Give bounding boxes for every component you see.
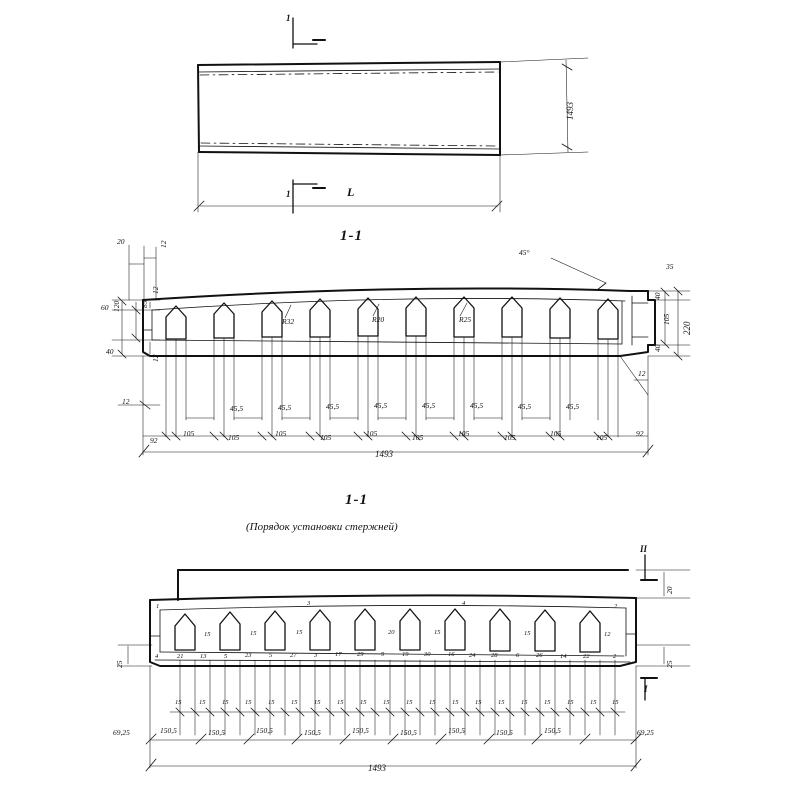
bar-row-5: 5 <box>269 652 273 659</box>
bar-upper-1: 15 <box>204 631 211 638</box>
bar-row-6: 27 <box>290 652 297 659</box>
bar-row-15: 28 <box>491 652 498 659</box>
bar-row-10: 9 <box>381 651 385 658</box>
dim-12-topleft: 12 <box>159 240 168 248</box>
tick-dim-16: 15 <box>544 699 551 706</box>
rib-dim-1: 45,5 <box>230 404 244 413</box>
rib-dim-4: 45,5 <box>374 401 388 410</box>
base-dim-10: 105 <box>596 433 608 442</box>
base-dim-6: 105 <box>412 433 424 442</box>
bar-num-top-1: 1 <box>156 603 160 610</box>
bar-row-16: 6 <box>516 652 520 659</box>
tick-dim-3: 15 <box>245 699 252 706</box>
section-1-1-upper <box>112 245 690 457</box>
base-dim-4: 105 <box>320 433 332 442</box>
base-dim-8: 105 <box>504 433 516 442</box>
bar-upper-2: 15 <box>250 630 257 637</box>
dim-220: 220 <box>682 321 692 335</box>
radius-r32: R32 <box>282 317 295 326</box>
tick-dim-18: 15 <box>590 699 597 706</box>
plan-width-dim: 1493 <box>565 102 575 120</box>
dim-12-left-b: 12 <box>151 354 160 362</box>
base-dim-3: 105 <box>275 429 287 438</box>
bar-row-7: 3 <box>314 652 318 659</box>
lower-base-dim-3: 150,5 <box>256 726 273 735</box>
section-1-1-lower <box>115 555 690 771</box>
bar-row-2: 13 <box>200 653 207 660</box>
lower-base-dim-0: 69,25 <box>113 728 130 737</box>
dim-12-right: 12 <box>638 369 646 378</box>
bar-row-8: 17 <box>335 651 342 658</box>
tick-dim-0: 15 <box>175 699 182 706</box>
section-1-1-lower-title: 1-1 <box>345 492 368 508</box>
plan-length-label: L <box>347 185 355 199</box>
mark-II: II <box>640 544 648 554</box>
lower-base-dim-7: 150,5 <box>448 726 465 735</box>
tick-dim-2: 15 <box>222 699 229 706</box>
bar-num-top-2: 2 <box>614 603 618 610</box>
dim-35: 35 <box>666 262 674 271</box>
tick-dim-12: 15 <box>452 699 459 706</box>
plan-section-mark-top: 1 <box>286 13 291 23</box>
tick-dim-10: 15 <box>406 699 413 706</box>
bar-row-18: 14 <box>560 653 567 660</box>
section-a-overall: 1493 <box>375 449 393 459</box>
bar-upper-4: 20 <box>388 629 395 636</box>
bar-row-12: 30 <box>424 651 431 658</box>
lower-left-dim-25: 25 <box>115 660 124 668</box>
tick-dim-19: 15 <box>612 699 619 706</box>
base-dim-7: 105 <box>458 429 470 438</box>
bar-row-1: 21 <box>177 653 184 660</box>
rib-dim-2: 45,5 <box>278 403 292 412</box>
bar-row-19: 22 <box>583 653 590 660</box>
rib-dim-5: 45,5 <box>422 401 436 410</box>
angle-45: 45° <box>519 248 530 257</box>
bar-upper-3: 15 <box>296 629 303 636</box>
bar-row-11: 19 <box>402 651 409 658</box>
bar-upper-5: 15 <box>434 629 441 636</box>
base-dim-5: 105 <box>366 429 378 438</box>
plan-view <box>194 18 588 213</box>
bar-row-0: 4 <box>155 653 159 660</box>
tick-dim-5: 15 <box>291 699 298 706</box>
tick-dim-7: 15 <box>337 699 344 706</box>
lower-base-dim-4: 150,5 <box>304 728 321 737</box>
bar-row-20: 2 <box>613 653 617 660</box>
dim-120: 120 <box>112 300 121 312</box>
dim-20: 20 <box>117 237 125 246</box>
tick-dim-1: 15 <box>199 699 206 706</box>
base-dim-9: 105 <box>550 429 562 438</box>
lower-right-dim-20: 20 <box>665 586 674 594</box>
radius-r25: R25 <box>459 315 472 324</box>
lower-base-dim-6: 150,5 <box>400 728 417 737</box>
lower-base-dim-1: 150,5 <box>160 726 177 735</box>
tick-dim-6: 15 <box>314 699 321 706</box>
lower-base-dim-5: 150,5 <box>352 726 369 735</box>
bar-row-4: 23 <box>245 652 252 659</box>
base-dim-2: 105 <box>228 433 240 442</box>
lower-base-dim-8: 150,5 <box>496 728 513 737</box>
section-1-1-title: 1-1 <box>340 228 363 244</box>
lower-base-dim-9: 150,5 <box>544 726 561 735</box>
tick-dim-8: 15 <box>360 699 367 706</box>
base-dim-0: 92 <box>150 436 158 445</box>
bar-num-top-4: 4 <box>462 600 466 607</box>
section-1-1-lower-subtitle: (Порядок установки стержней) <box>246 521 398 533</box>
bar-num-top-3: 3 <box>307 600 311 607</box>
tick-dim-15: 15 <box>521 699 528 706</box>
tick-dim-13: 15 <box>475 699 482 706</box>
lower-base-dim-10: 69,25 <box>637 728 654 737</box>
dim-105-right: 105 <box>662 313 671 325</box>
tick-dim-11: 15 <box>429 699 436 706</box>
dim-40-right-b: 40 <box>653 344 662 352</box>
base-dim-11: 92 <box>636 429 644 438</box>
rib-dim-8: 45,5 <box>566 402 580 411</box>
rib-dim-7: 45,5 <box>518 402 532 411</box>
dim-60: 60 <box>101 303 109 312</box>
plan-section-mark-bottom: 1 <box>286 189 291 199</box>
base-dim-1: 105 <box>183 429 195 438</box>
dim-40: 40 <box>106 347 114 356</box>
bar-row-17: 26 <box>536 652 543 659</box>
bar-upper-7: 12 <box>604 631 611 638</box>
tick-dim-9: 15 <box>383 699 390 706</box>
bar-row-13: 16 <box>448 651 455 658</box>
mark-I: I <box>644 684 648 694</box>
rib-dim-6: 45,5 <box>470 401 484 410</box>
dim-85: 85 <box>140 300 149 308</box>
bar-row-14: 24 <box>469 652 476 659</box>
lower-base-dim-2: 150,5 <box>208 728 225 737</box>
tick-dim-4: 15 <box>268 699 275 706</box>
bar-row-3: 5 <box>224 653 228 660</box>
dim-12-left-c: 12 <box>122 397 130 406</box>
tick-dim-14: 15 <box>498 699 505 706</box>
dim-40-right: 40 <box>653 292 662 300</box>
rib-dim-3: 45,5 <box>326 402 340 411</box>
lower-right-dim-25: 25 <box>665 660 674 668</box>
section-b-overall: 1493 <box>368 763 386 773</box>
bar-upper-6: 15 <box>524 630 531 637</box>
bar-row-9: 29 <box>357 651 364 658</box>
tick-dim-17: 15 <box>567 699 574 706</box>
radius-r20: R20 <box>372 315 385 324</box>
dim-12-left-a: 12 <box>151 286 160 294</box>
